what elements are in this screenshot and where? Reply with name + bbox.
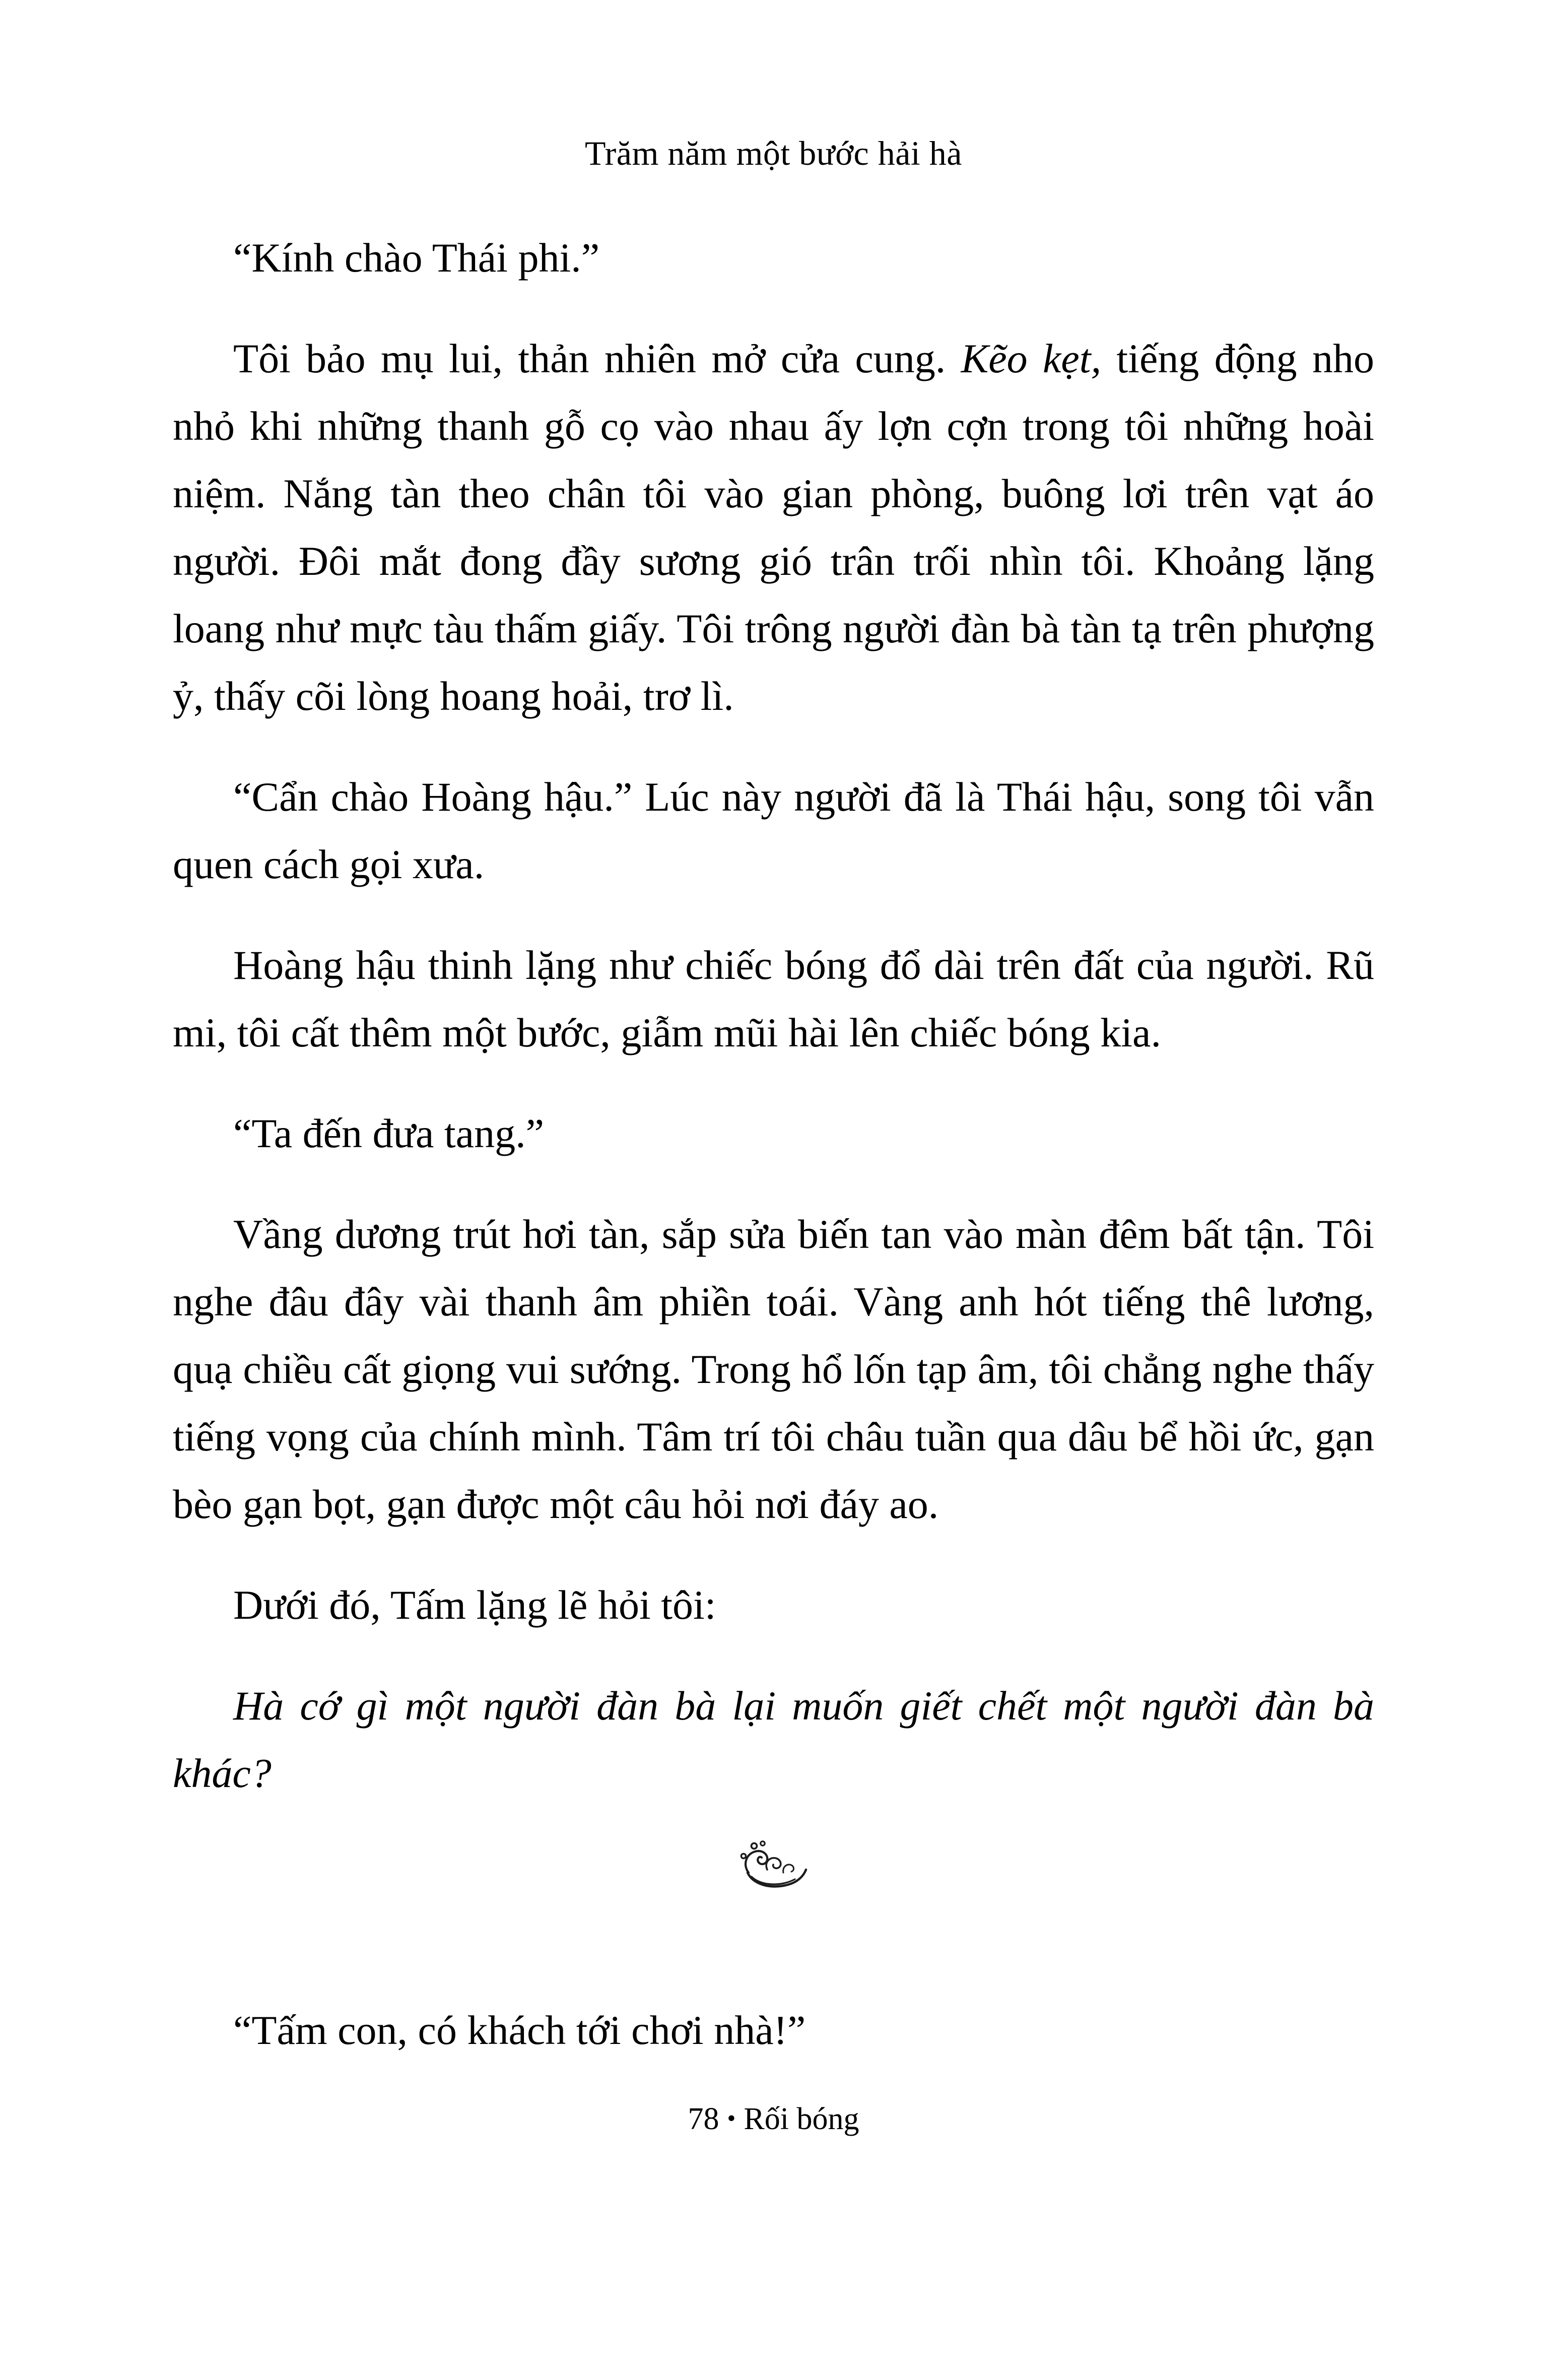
paragraph-text: Hà cớ gì một người đàn bà lại muốn giết chết một người đàn bà khác? — [173, 1683, 1374, 1796]
paragraph-4 — [173, 932, 1374, 1067]
paragraph-text: Dưới đó, Tấm lặng lẽ hỏi tôi: — [233, 1582, 716, 1628]
paragraph-8 — [173, 1672, 1374, 1807]
paragraph-text: tiếng động nho nhỏ khi những thanh gỗ cọ vào nhau ấy lợn cợn trong tôi những hoài niệm. Nắng tàn theo chân tôi vào gian phòng, buông lơi trên vạt áo người. Đôi mắt đong đầy sương gió trân trối nhìn tôi. Khoảng lặng loang như mực tàu thấm giấy. Tôi trông người đàn bà tàn tạ trên phượng ỷ, thấy cõi lòng hoang hoải, trơ lì. — [173, 336, 1374, 719]
paragraph-6 — [173, 1201, 1374, 1538]
paragraph-text: Tôi bảo mụ lui, thản nhiên mở cửa cung. — [233, 336, 961, 381]
paragraph-text: “Ta đến đưa tang.” — [233, 1110, 544, 1156]
chapter-title: Rối bóng — [744, 2102, 859, 2136]
paragraph-2 — [173, 325, 1374, 730]
paragraph-text: “Tấm con, có khách tới chơi nhà!” — [233, 2007, 806, 2053]
inline-italic-phrase: Kẽo kẹt, — [961, 336, 1102, 381]
paragraph-text: Hoàng hậu thinh lặng như chiếc bóng đổ dài trên đất của người. Rũ mi, tôi cất thêm một bước, giẫm mũi hài lên chiếc bóng kia. — [173, 942, 1374, 1055]
text-column — [173, 224, 1374, 2064]
paragraph-5 — [173, 1100, 1374, 1167]
paragraph-text: Vầng dương trút hơi tàn, sắp sửa biến tan vào màn đêm bất tận. Tôi nghe đâu đây vài thanh âm phiền toái. Vàng anh hót tiếng thê lương, quạ chiều cất giọng vui sướng. Trong hổ lốn tạp âm, tôi chẳng nghe thấy tiếng vọng của chính mình. Tâm trí tôi châu tuần qua dâu bể hồi ức, gạn bèo gạn bọt, gạn được một câu hỏi nơi đáy ao. — [173, 1211, 1374, 1527]
footer-separator: • — [727, 2105, 736, 2132]
paragraph-7 — [173, 1571, 1374, 1639]
page-number: 78 — [688, 2102, 719, 2136]
paragraph-1 — [173, 224, 1374, 292]
paragraph-text: “Cẩn chào Hoàng hậu.” Lúc này người đã là Thái hậu, song tôi vẫn quen cách gọi xưa. — [173, 774, 1374, 887]
paragraph-text: “Kính chào Thái phi.” — [233, 235, 600, 281]
paragraph-9 — [173, 1997, 1374, 2064]
wave-ornament-icon — [173, 1840, 1374, 1896]
running-header: Trăm năm một bước hải hà — [585, 134, 962, 172]
paragraph-3 — [173, 763, 1374, 898]
page-footer — [173, 2097, 1374, 2140]
